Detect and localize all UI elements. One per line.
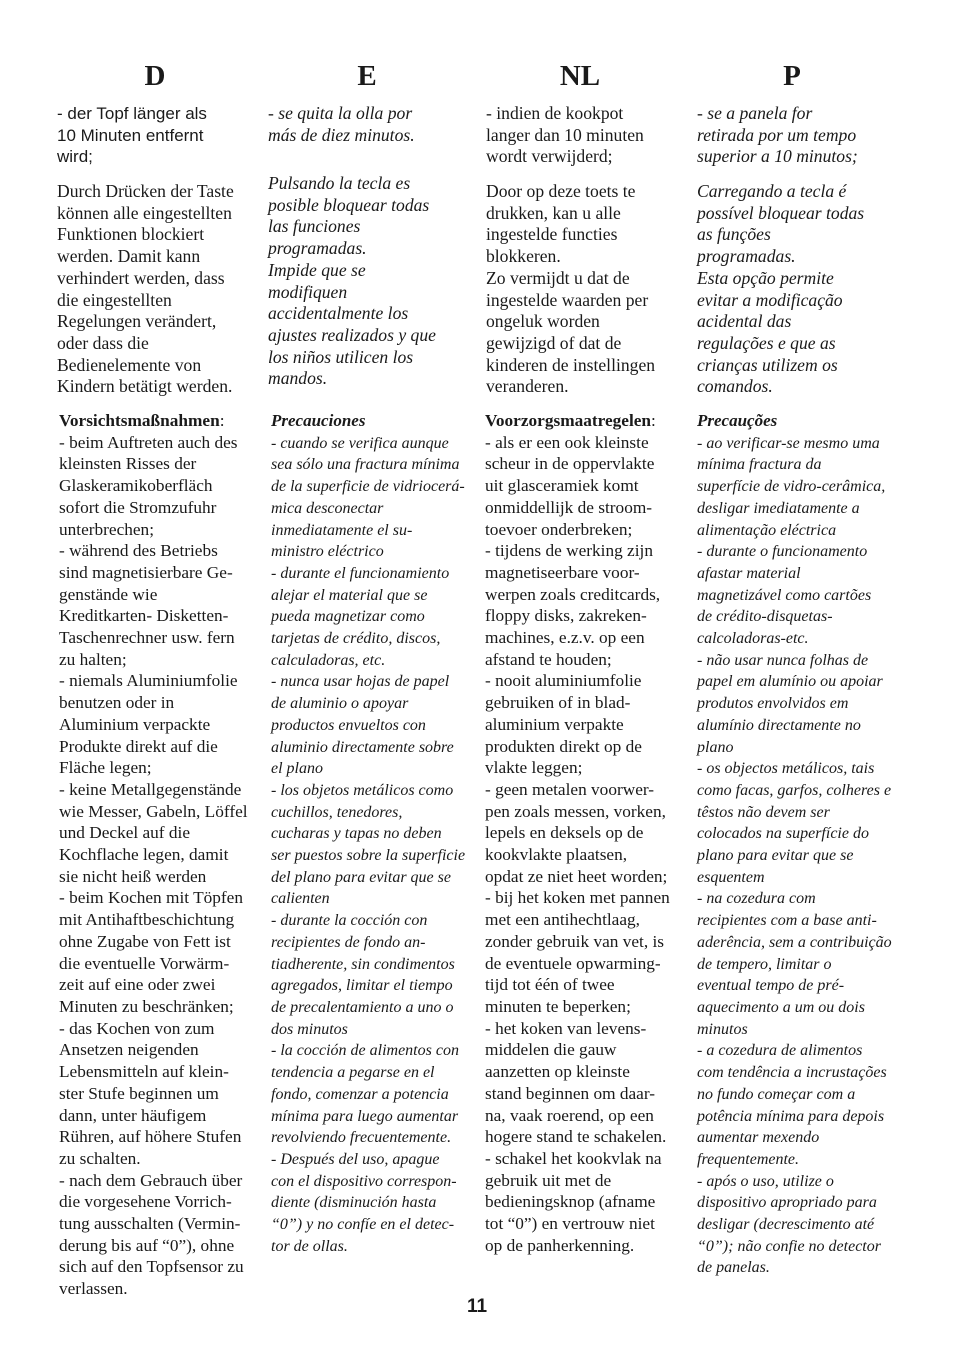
precautions-pt <box>697 410 907 1279</box>
intro-text-nl: - indien de kookpot langer dan 10 minuten wordt verwijderd; <box>486 103 644 167</box>
column-heading-de: D <box>144 60 166 92</box>
lock-description-de: Durch Drücken der Taste können alle eingestellten Funktionen blockiert werden. Damit kann verhindert werden, dass die eingestellten Regelungen verändert, oder dass die Bedienelemente von Kindern betätigt werden. <box>57 181 234 397</box>
column-heading-pt: P <box>783 60 801 92</box>
precautions-colon-de: : <box>219 411 225 430</box>
precautions-title-nl: Voorzorgsmaatregelen <box>485 411 652 430</box>
precautions-es <box>271 410 476 1257</box>
precautions-body-es: - cuando se verifica aunque sea sólo una fractura mínima de la superficie de vidriocerá- mica desconectar inmediatamente el su- ministro eléctrico - durante el funcionamiento alejar el material que se pueda magnetizar como tarjetas de crédito, discos, calculadoras, etc. - nunca usar hojas de papel de aluminio o apoyar productos envueltos con aluminio directamente sobre el plano - los objetos metálicos como cuchillos, tenedores, cucharas y tapas no deben ser puestos sobre la superficie del plano para evitar que se calienten - durante la cocción con recipientes de fondo an- tiadherente, sin condimentos agregados, limitar el tiempo de precalentamiento a uno o dos minutos - la cocción de alimentos con tendencia a pegarse en el fondo, comenzar a potencia mínima para luego aumentar revolviendo frecuentemente. - Después del uso, apague con el dispositivo correspon- diente (disminución hasta “0”) y no confíe en el detec- tor de ollas. <box>271 434 466 1255</box>
lock-description-pt: Carregando a tecla é possível bloquear todas as funções programadas. Esta opção permite evitar a modificação acidental das regulações e que as crianças utilizem os comandos. <box>697 181 865 397</box>
precautions-title-pt: Precauções <box>697 411 778 430</box>
intro-text-de: - der Topf länger als 10 Minuten entfernt wird; <box>57 104 207 167</box>
column-heading-es: E <box>357 60 377 92</box>
intro-text-pt: - se a panela for retirada por um tempo superior a 10 minutos; <box>697 103 858 167</box>
intro-text-es: - se quita la olla por más de diez minutos. <box>268 103 415 145</box>
column-heading-nl: NL <box>559 60 601 92</box>
precautions-nl <box>485 410 690 1256</box>
precautions-colon-nl: : <box>651 411 656 430</box>
precautions-de <box>59 410 259 1300</box>
precautions-body-de: - beim Auftreten auch des kleinsten Risses der Glaskeramikoberfläch sofort die Stromzufuhr unterbrechen; - während des Betriebs sind magnetisierbare Ge- genstände wie Kreditkarten- Disketten- Taschenrechner usw. fern zu halten; - niemals Aluminiumfolie benutzen oder in Aluminium verpackte Produkte direkt auf die Fläche legen; - keine Metallgegenstände wie Messer, Gabeln, Löffel und Deckel auf die Kochflache legen, damit sie nicht heiß werden - beim Kochen mit Töpfen mit Antihaftbeschichtung ohne Zugabe von Fett ist die eventuelle Vorwärm- zeit auf eine oder zwei Minuten zu beschränken; - das Kochen von zum Ansetzen neigenden Lebensmitteln auf klein- ster Stufe beginnen um dann, unter häufigem Rühren, auf höhere Stufen zu schalten. - nach dem Gebrauch über die vorgesehene Vorrich- tung ausschalten (Vermin- derung bis auf “0”), ohne sich auf den Topfsensor zu verlassen. <box>59 432 248 1299</box>
precautions-title-de: Vorsichtsmaßnahmen <box>59 411 220 430</box>
lock-description-nl: Door op deze toets te drukken, kan u alle ingestelde functies blokkeren. Zo vermijdt u dat de ingestelde waarden per ongeluk worden gewijzigd of dat de kinderen de instellingen veranderen. <box>486 181 656 397</box>
page-number: 11 <box>466 1296 488 1317</box>
precautions-title-es: Precauciones <box>271 411 366 430</box>
precautions-body-pt: - ao verificar-se mesmo uma mínima fractura da superfície de vidro-cerâmica, desligar imediatamente a alimentação eléctrica - durante o funcionamento afastar material magnetizável como cartões de crédito-disquetas- calcoladoras-etc. - não usar nunca folhas de papel em alumínio ou apoiar produtos envolvidos em alumínio directamente no plano - os objectos metálicos, tais como facas, garfos, colheres e têstos não devem ser colocados na superfície do plano para evitar que se esquentem - na cozedura com recipientes com a base anti- aderência, sem a contribuição de tempero, limitar o eventual tempo de pré- aquecimento a um ou dois minutos - a cozedura de alimentos com tendência a incrustações no fundo começar com a potência mínima para depois aumentar mexendo frequentemente. - após o uso, utilize o dispositivo apropriado para desligar (decrescimento até “0”); não confie no detector de panelas. <box>697 434 892 1277</box>
lock-description-es: Pulsando la tecla es posible bloquear todas las funciones programadas. Impide que se modifiquen accidentalmente los ajustes realizados y que los niños utilicen los mandos. <box>268 173 436 389</box>
precautions-body-nl: - als er een ook kleinste scheur in de oppervlakte uit glasceramiek komt onmiddellijk de stroom- toevoer onderbreken; - tijdens de werking zijn magnetiseerbare voor- werpen zoals creditcards, floppy disks, zakreken- machines, e.z.v. op een afstand te houden; - nooit aluminiumfolie gebruiken of in blad- aluminium verpakte produkten direkt op de vlakte leggen; - geen metalen voorwer- pen zoals messen, vorken, lepels en deksels op de kookvlakte plaatsen, opdat ze niet heet worden; - bij het koken met pannen met een antihechtlaag, zonder gebruik van vet, is de eventuele opwarming- tijd tot één of twee minuten te beperken; - het koken van levens- middelen die gauw aanzetten op kleinste stand beginnen om daar- na, vaak roerend, op een hogere stand te schakelen. - schakel het kookvlak na gebruik uit met de bedieningsknop (afname tot “0”) en vertrouw niet op de panherkenning. <box>485 432 670 1255</box>
